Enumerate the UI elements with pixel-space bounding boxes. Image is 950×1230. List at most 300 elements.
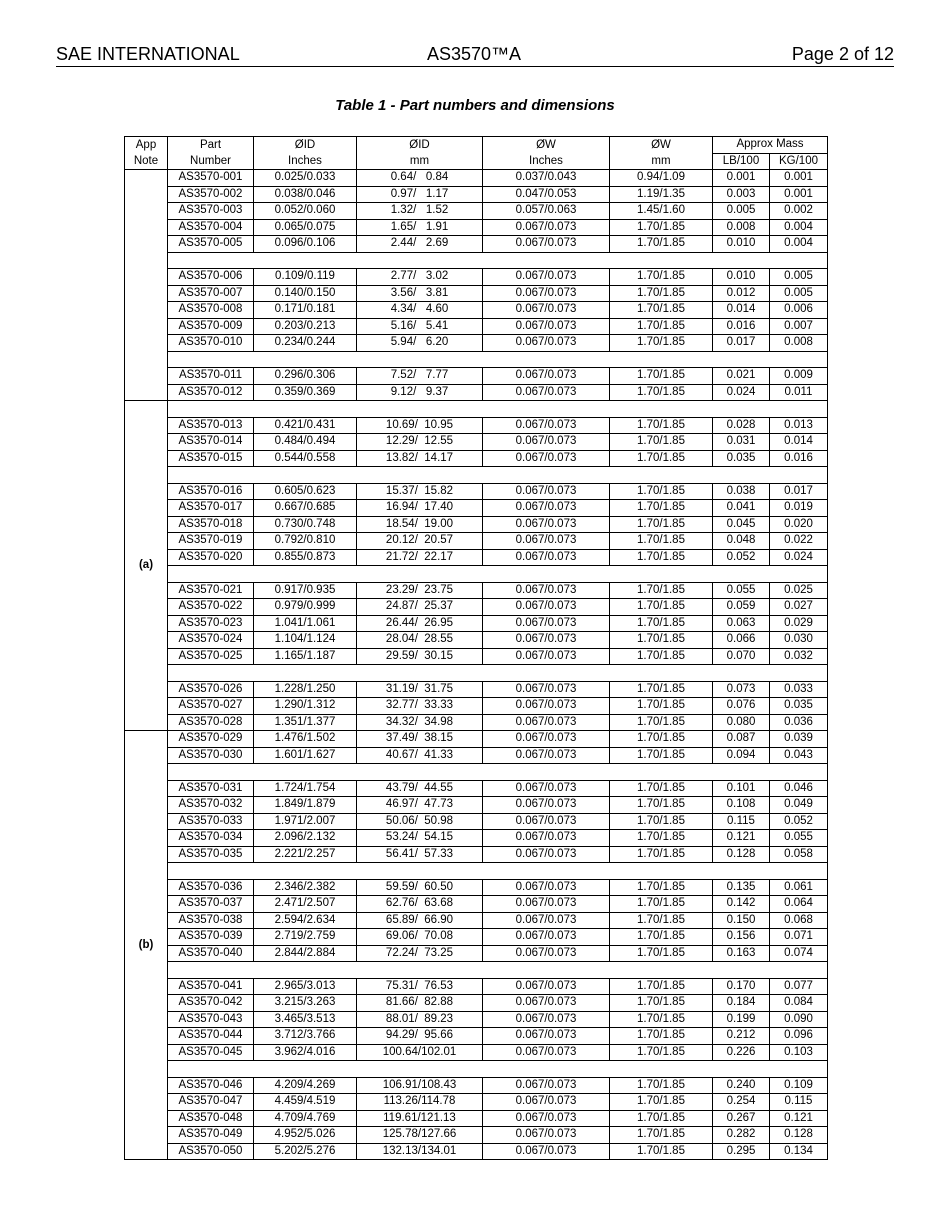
page-header: [56, 44, 894, 67]
w-inches-cell: 0.067/0.073: [483, 731, 610, 748]
w-inches-cell: 0.067/0.073: [483, 285, 610, 302]
part-number-cell: AS3570-004: [168, 219, 254, 236]
w-inches-cell: 0.067/0.073: [483, 747, 610, 764]
id-inches-cell: 1.601/1.627: [254, 747, 357, 764]
w-mm-cell: 1.70/1.85: [610, 995, 713, 1012]
mass-lb100-cell: 0.212: [713, 1028, 770, 1045]
id-mm-cell: 0.64/ 0.84: [357, 170, 483, 187]
id-inches-cell: 0.792/0.810: [254, 533, 357, 550]
mass-kg100-cell: 0.024: [770, 549, 828, 566]
id-inches-cell: 3.962/4.016: [254, 1044, 357, 1061]
mass-kg100-cell: 0.115: [770, 1094, 828, 1111]
mass-lb100-cell: 0.295: [713, 1143, 770, 1160]
spacer-cell: [168, 764, 828, 781]
mass-lb100-cell: 0.041: [713, 500, 770, 517]
id-inches-cell: 1.290/1.312: [254, 698, 357, 715]
part-number-cell: AS3570-029: [168, 731, 254, 748]
w-mm-cell: 1.70/1.85: [610, 830, 713, 847]
id-inches-cell: 0.052/0.060: [254, 203, 357, 220]
mass-lb100-cell: 0.080: [713, 714, 770, 731]
w-mm-cell: 1.70/1.85: [610, 269, 713, 286]
mass-lb100-cell: 0.052: [713, 549, 770, 566]
part-number-cell: AS3570-009: [168, 318, 254, 335]
w-mm-cell: 1.70/1.85: [610, 1127, 713, 1144]
w-mm-cell: 1.70/1.85: [610, 747, 713, 764]
table-row: [125, 368, 828, 385]
mass-kg100-cell: 0.004: [770, 219, 828, 236]
id-inches-cell: 0.096/0.106: [254, 236, 357, 253]
id-inches-cell: 2.594/2.634: [254, 912, 357, 929]
mass-lb100-cell: 0.010: [713, 236, 770, 253]
id-inches-cell: 3.215/3.263: [254, 995, 357, 1012]
w-inches-cell: 0.067/0.073: [483, 1011, 610, 1028]
header-note: Note: [125, 153, 168, 170]
app-note-cell: (a): [125, 401, 168, 731]
part-number-cell: AS3570-041: [168, 978, 254, 995]
mass-lb100-cell: 0.163: [713, 945, 770, 962]
id-mm-cell: 53.24/ 54.15: [357, 830, 483, 847]
w-mm-cell: 1.70/1.85: [610, 483, 713, 500]
spacer-cell: [168, 665, 828, 682]
mass-lb100-cell: 0.021: [713, 368, 770, 385]
part-number-cell: AS3570-003: [168, 203, 254, 220]
w-mm-cell: 1.70/1.85: [610, 813, 713, 830]
id-mm-cell: 69.06/ 70.08: [357, 929, 483, 946]
w-mm-cell: 1.70/1.85: [610, 368, 713, 385]
mass-kg100-cell: 0.109: [770, 1077, 828, 1094]
w-inches-cell: 0.067/0.073: [483, 1077, 610, 1094]
part-number-cell: AS3570-044: [168, 1028, 254, 1045]
w-mm-cell: 1.70/1.85: [610, 434, 713, 451]
header-organization: SAE INTERNATIONAL: [56, 44, 240, 64]
table-row: [125, 747, 828, 764]
mass-kg100-cell: 0.074: [770, 945, 828, 962]
id-inches-cell: 0.855/0.873: [254, 549, 357, 566]
id-mm-cell: 37.49/ 38.15: [357, 731, 483, 748]
table-row: [125, 1110, 828, 1127]
w-mm-cell: 1.70/1.85: [610, 615, 713, 632]
part-number-cell: AS3570-013: [168, 417, 254, 434]
w-inches-cell: 0.037/0.043: [483, 170, 610, 187]
w-inches-cell: 0.067/0.073: [483, 879, 610, 896]
table-row: [125, 417, 828, 434]
id-mm-cell: 10.69/ 10.95: [357, 417, 483, 434]
mass-lb100-cell: 0.063: [713, 615, 770, 632]
mass-lb100-cell: 0.121: [713, 830, 770, 847]
id-mm-cell: 2.77/ 3.02: [357, 269, 483, 286]
mass-lb100-cell: 0.008: [713, 219, 770, 236]
app-note-cell: (b): [125, 731, 168, 1160]
spacer-cell: [168, 401, 828, 418]
w-inches-cell: 0.067/0.073: [483, 896, 610, 913]
mass-kg100-cell: 0.009: [770, 368, 828, 385]
mass-lb100-cell: 0.045: [713, 516, 770, 533]
part-number-cell: AS3570-040: [168, 945, 254, 962]
id-inches-cell: 0.203/0.213: [254, 318, 357, 335]
id-inches-cell: 2.096/2.132: [254, 830, 357, 847]
w-mm-cell: 1.70/1.85: [610, 236, 713, 253]
part-number-cell: AS3570-045: [168, 1044, 254, 1061]
table-row: [125, 995, 828, 1012]
id-mm-cell: 56.41/ 57.33: [357, 846, 483, 863]
mass-kg100-cell: 0.068: [770, 912, 828, 929]
id-inches-cell: 0.979/0.999: [254, 599, 357, 616]
w-mm-cell: 0.94/1.09: [610, 170, 713, 187]
table-row: [125, 203, 828, 220]
id-mm-cell: 23.29/ 23.75: [357, 582, 483, 599]
id-inches-cell: 4.459/4.519: [254, 1094, 357, 1111]
mass-lb100-cell: 0.170: [713, 978, 770, 995]
table-row: [125, 302, 828, 319]
part-number-cell: AS3570-050: [168, 1143, 254, 1160]
id-mm-cell: 28.04/ 28.55: [357, 632, 483, 649]
w-inches-cell: 0.067/0.073: [483, 269, 610, 286]
table-row: [125, 632, 828, 649]
id-inches-cell: 2.471/2.507: [254, 896, 357, 913]
id-mm-cell: 21.72/ 22.17: [357, 549, 483, 566]
mass-kg100-cell: 0.058: [770, 846, 828, 863]
mass-kg100-cell: 0.052: [770, 813, 828, 830]
part-number-cell: AS3570-011: [168, 368, 254, 385]
table-row: [125, 615, 828, 632]
table-row: [125, 714, 828, 731]
w-inches-cell: 0.067/0.073: [483, 912, 610, 929]
table-row: [125, 285, 828, 302]
table-header: [125, 137, 828, 170]
w-mm-cell: 1.70/1.85: [610, 896, 713, 913]
mass-kg100-cell: 0.017: [770, 483, 828, 500]
part-number-cell: AS3570-022: [168, 599, 254, 616]
w-inches-cell: 0.067/0.073: [483, 219, 610, 236]
mass-kg100-cell: 0.077: [770, 978, 828, 995]
mass-kg100-cell: 0.032: [770, 648, 828, 665]
w-mm-cell: 1.70/1.85: [610, 500, 713, 517]
part-number-cell: AS3570-043: [168, 1011, 254, 1028]
mass-kg100-cell: 0.022: [770, 533, 828, 550]
id-mm-cell: 40.67/ 41.33: [357, 747, 483, 764]
table-row: [125, 186, 828, 203]
w-inches-cell: 0.067/0.073: [483, 615, 610, 632]
table-row: [125, 384, 828, 401]
id-inches-cell: 2.719/2.759: [254, 929, 357, 946]
table-row: [125, 1011, 828, 1028]
mass-kg100-cell: 0.071: [770, 929, 828, 946]
mass-kg100-cell: 0.103: [770, 1044, 828, 1061]
table-row: [125, 219, 828, 236]
mass-kg100-cell: 0.039: [770, 731, 828, 748]
part-number-cell: AS3570-036: [168, 879, 254, 896]
mass-kg100-cell: 0.011: [770, 384, 828, 401]
table-title: Table 1 - Part numbers and dimensions: [335, 97, 615, 114]
table-row: [125, 879, 828, 896]
part-number-cell: AS3570-007: [168, 285, 254, 302]
mass-kg100-cell: 0.020: [770, 516, 828, 533]
table-row: [125, 797, 828, 814]
w-mm-cell: 1.70/1.85: [610, 797, 713, 814]
mass-lb100-cell: 0.073: [713, 681, 770, 698]
table-row: [125, 648, 828, 665]
app-note-cell: [125, 170, 168, 401]
spacer-row: [125, 1061, 828, 1078]
mass-kg100-cell: 0.027: [770, 599, 828, 616]
w-inches-cell: 0.067/0.073: [483, 1110, 610, 1127]
w-inches-cell: 0.067/0.073: [483, 1028, 610, 1045]
mass-kg100-cell: 0.036: [770, 714, 828, 731]
id-mm-cell: 31.19/ 31.75: [357, 681, 483, 698]
table-row: [125, 698, 828, 715]
mass-lb100-cell: 0.094: [713, 747, 770, 764]
w-mm-cell: 1.19/1.35: [610, 186, 713, 203]
table-row: [125, 780, 828, 797]
mass-kg100-cell: 0.128: [770, 1127, 828, 1144]
table-row: [125, 269, 828, 286]
part-number-cell: AS3570-024: [168, 632, 254, 649]
mass-kg100-cell: 0.019: [770, 500, 828, 517]
id-inches-cell: 0.359/0.369: [254, 384, 357, 401]
part-number-cell: AS3570-010: [168, 335, 254, 352]
id-mm-cell: 100.64/102.01: [357, 1044, 483, 1061]
spacer-row: [125, 566, 828, 583]
id-mm-cell: 1.32/ 1.52: [357, 203, 483, 220]
id-mm-cell: 125.78/127.66: [357, 1127, 483, 1144]
id-inches-cell: 0.025/0.033: [254, 170, 357, 187]
id-inches-cell: 1.724/1.754: [254, 780, 357, 797]
mass-kg100-cell: 0.033: [770, 681, 828, 698]
id-inches-cell: 0.140/0.150: [254, 285, 357, 302]
mass-kg100-cell: 0.006: [770, 302, 828, 319]
table-row: [125, 1143, 828, 1160]
mass-lb100-cell: 0.282: [713, 1127, 770, 1144]
id-mm-cell: 62.76/ 63.68: [357, 896, 483, 913]
table-row: [125, 830, 828, 847]
table-row: [125, 599, 828, 616]
mass-lb100-cell: 0.101: [713, 780, 770, 797]
part-number-cell: AS3570-037: [168, 896, 254, 913]
w-inches-cell: 0.067/0.073: [483, 236, 610, 253]
mass-lb100-cell: 0.014: [713, 302, 770, 319]
w-inches-cell: 0.067/0.073: [483, 978, 610, 995]
table-row: [125, 896, 828, 913]
mass-kg100-cell: 0.134: [770, 1143, 828, 1160]
w-mm-cell: 1.70/1.85: [610, 879, 713, 896]
part-number-cell: AS3570-015: [168, 450, 254, 467]
part-number-cell: AS3570-018: [168, 516, 254, 533]
w-inches-cell: 0.067/0.073: [483, 318, 610, 335]
w-inches-cell: 0.067/0.073: [483, 1127, 610, 1144]
id-mm-cell: 65.89/ 66.90: [357, 912, 483, 929]
mass-lb100-cell: 0.267: [713, 1110, 770, 1127]
w-mm-cell: 1.70/1.85: [610, 698, 713, 715]
id-inches-cell: 5.202/5.276: [254, 1143, 357, 1160]
id-inches-cell: 3.465/3.513: [254, 1011, 357, 1028]
table-row: [125, 434, 828, 451]
part-number-cell: AS3570-035: [168, 846, 254, 863]
id-inches-cell: 2.844/2.884: [254, 945, 357, 962]
mass-lb100-cell: 0.059: [713, 599, 770, 616]
mass-lb100-cell: 0.240: [713, 1077, 770, 1094]
id-inches-cell: 0.667/0.685: [254, 500, 357, 517]
header-w-inches: ØW: [483, 137, 610, 154]
mass-lb100-cell: 0.066: [713, 632, 770, 649]
part-number-cell: AS3570-023: [168, 615, 254, 632]
w-inches-cell: 0.067/0.073: [483, 549, 610, 566]
mass-kg100-cell: 0.030: [770, 632, 828, 649]
mass-lb100-cell: 0.135: [713, 879, 770, 896]
w-inches-cell: 0.067/0.073: [483, 830, 610, 847]
w-inches-cell: 0.067/0.073: [483, 368, 610, 385]
table-row: [125, 335, 828, 352]
table-row: [125, 945, 828, 962]
id-mm-cell: 43.79/ 44.55: [357, 780, 483, 797]
mass-lb100-cell: 0.010: [713, 269, 770, 286]
id-inches-cell: 0.171/0.181: [254, 302, 357, 319]
w-mm-cell: 1.70/1.85: [610, 912, 713, 929]
mass-kg100-cell: 0.084: [770, 995, 828, 1012]
table-row: [125, 813, 828, 830]
id-mm-cell: 106.91/108.43: [357, 1077, 483, 1094]
part-number-cell: AS3570-038: [168, 912, 254, 929]
w-mm-cell: 1.70/1.85: [610, 1044, 713, 1061]
part-number-cell: AS3570-031: [168, 780, 254, 797]
w-inches-cell: 0.067/0.073: [483, 929, 610, 946]
id-inches-cell: 0.730/0.748: [254, 516, 357, 533]
w-inches-cell: 0.067/0.073: [483, 681, 610, 698]
mass-kg100-cell: 0.013: [770, 417, 828, 434]
mass-lb100-cell: 0.028: [713, 417, 770, 434]
id-mm-cell: 20.12/ 20.57: [357, 533, 483, 550]
id-mm-cell: 94.29/ 95.66: [357, 1028, 483, 1045]
w-mm-cell: 1.70/1.85: [610, 846, 713, 863]
part-number-cell: AS3570-025: [168, 648, 254, 665]
w-inches-cell: 0.047/0.053: [483, 186, 610, 203]
w-mm-cell: 1.70/1.85: [610, 549, 713, 566]
id-mm-cell: 0.97/ 1.17: [357, 186, 483, 203]
mass-lb100-cell: 0.055: [713, 582, 770, 599]
mass-lb100-cell: 0.035: [713, 450, 770, 467]
w-mm-cell: 1.70/1.85: [610, 599, 713, 616]
part-number-cell: AS3570-002: [168, 186, 254, 203]
w-mm-cell: 1.70/1.85: [610, 1143, 713, 1160]
part-number-cell: AS3570-046: [168, 1077, 254, 1094]
id-mm-cell: 75.31/ 76.53: [357, 978, 483, 995]
id-inches-cell: 0.038/0.046: [254, 186, 357, 203]
header-inches-unit: Inches: [483, 153, 610, 170]
id-inches-cell: 0.544/0.558: [254, 450, 357, 467]
mass-lb100-cell: 0.254: [713, 1094, 770, 1111]
mass-kg100-cell: 0.046: [770, 780, 828, 797]
table-row: [125, 582, 828, 599]
id-mm-cell: 4.34/ 4.60: [357, 302, 483, 319]
w-mm-cell: 1.70/1.85: [610, 384, 713, 401]
spacer-row: [125, 351, 828, 368]
w-inches-cell: 0.067/0.073: [483, 632, 610, 649]
id-mm-cell: 1.65/ 1.91: [357, 219, 483, 236]
header-page-number: Page 2 of 12: [791, 44, 894, 64]
spacer-row: [125, 467, 828, 484]
table-row: [125, 912, 828, 929]
w-inches-cell: 0.067/0.073: [483, 648, 610, 665]
mass-kg100-cell: 0.029: [770, 615, 828, 632]
w-mm-cell: 1.70/1.85: [610, 219, 713, 236]
mass-lb100-cell: 0.070: [713, 648, 770, 665]
table-row: [125, 978, 828, 995]
id-inches-cell: 0.421/0.431: [254, 417, 357, 434]
w-mm-cell: 1.70/1.85: [610, 1110, 713, 1127]
mass-kg100-cell: 0.064: [770, 896, 828, 913]
id-mm-cell: 50.06/ 50.98: [357, 813, 483, 830]
id-mm-cell: 32.77/ 33.33: [357, 698, 483, 715]
id-inches-cell: 4.952/5.026: [254, 1127, 357, 1144]
mass-kg100-cell: 0.004: [770, 236, 828, 253]
mass-lb100-cell: 0.038: [713, 483, 770, 500]
spacer-row: [125, 401, 828, 418]
mass-lb100-cell: 0.016: [713, 318, 770, 335]
mass-lb100-cell: 0.003: [713, 186, 770, 203]
w-inches-cell: 0.067/0.073: [483, 582, 610, 599]
table-row: [125, 318, 828, 335]
part-number-cell: AS3570-005: [168, 236, 254, 253]
id-inches-cell: 2.346/2.382: [254, 879, 357, 896]
spacer-row: [125, 962, 828, 979]
w-inches-cell: 0.067/0.073: [483, 1143, 610, 1160]
id-mm-cell: 15.37/ 15.82: [357, 483, 483, 500]
w-inches-cell: 0.067/0.073: [483, 302, 610, 319]
part-number-cell: AS3570-020: [168, 549, 254, 566]
header-mm-unit: mm: [610, 153, 713, 170]
mass-kg100-cell: 0.014: [770, 434, 828, 451]
mass-lb100-cell: 0.005: [713, 203, 770, 220]
mass-lb100-cell: 0.156: [713, 929, 770, 946]
w-mm-cell: 1.70/1.85: [610, 318, 713, 335]
table-body: [125, 170, 828, 1160]
id-mm-cell: 113.26/114.78: [357, 1094, 483, 1111]
part-number-cell: AS3570-047: [168, 1094, 254, 1111]
part-number-cell: AS3570-039: [168, 929, 254, 946]
spacer-row: [125, 665, 828, 682]
w-mm-cell: 1.70/1.85: [610, 417, 713, 434]
part-number-cell: AS3570-042: [168, 995, 254, 1012]
table-row: [125, 731, 828, 748]
id-mm-cell: 9.12/ 9.37: [357, 384, 483, 401]
part-number-cell: AS3570-033: [168, 813, 254, 830]
id-inches-cell: 0.109/0.119: [254, 269, 357, 286]
spacer-cell: [168, 962, 828, 979]
header-id-mm: ØID: [357, 137, 483, 154]
header-approx-mass: Approx Mass: [713, 137, 828, 154]
w-mm-cell: 1.70/1.85: [610, 1028, 713, 1045]
part-number-cell: AS3570-027: [168, 698, 254, 715]
id-mm-cell: 2.44/ 2.69: [357, 236, 483, 253]
spacer-row: [125, 252, 828, 269]
part-number-cell: AS3570-021: [168, 582, 254, 599]
part-number-cell: AS3570-012: [168, 384, 254, 401]
id-inches-cell: 0.065/0.075: [254, 219, 357, 236]
header-id-inches: ØID: [254, 137, 357, 154]
part-number-cell: AS3570-028: [168, 714, 254, 731]
id-mm-cell: 26.44/ 26.95: [357, 615, 483, 632]
w-inches-cell: 0.067/0.073: [483, 698, 610, 715]
id-inches-cell: 1.041/1.061: [254, 615, 357, 632]
part-number-cell: AS3570-030: [168, 747, 254, 764]
id-inches-cell: 4.709/4.769: [254, 1110, 357, 1127]
w-inches-cell: 0.067/0.073: [483, 1044, 610, 1061]
spacer-cell: [168, 351, 828, 368]
id-mm-cell: 59.59/ 60.50: [357, 879, 483, 896]
table-row: [125, 516, 828, 533]
table-row: [125, 170, 828, 187]
mass-lb100-cell: 0.048: [713, 533, 770, 550]
w-inches-cell: 0.067/0.073: [483, 797, 610, 814]
